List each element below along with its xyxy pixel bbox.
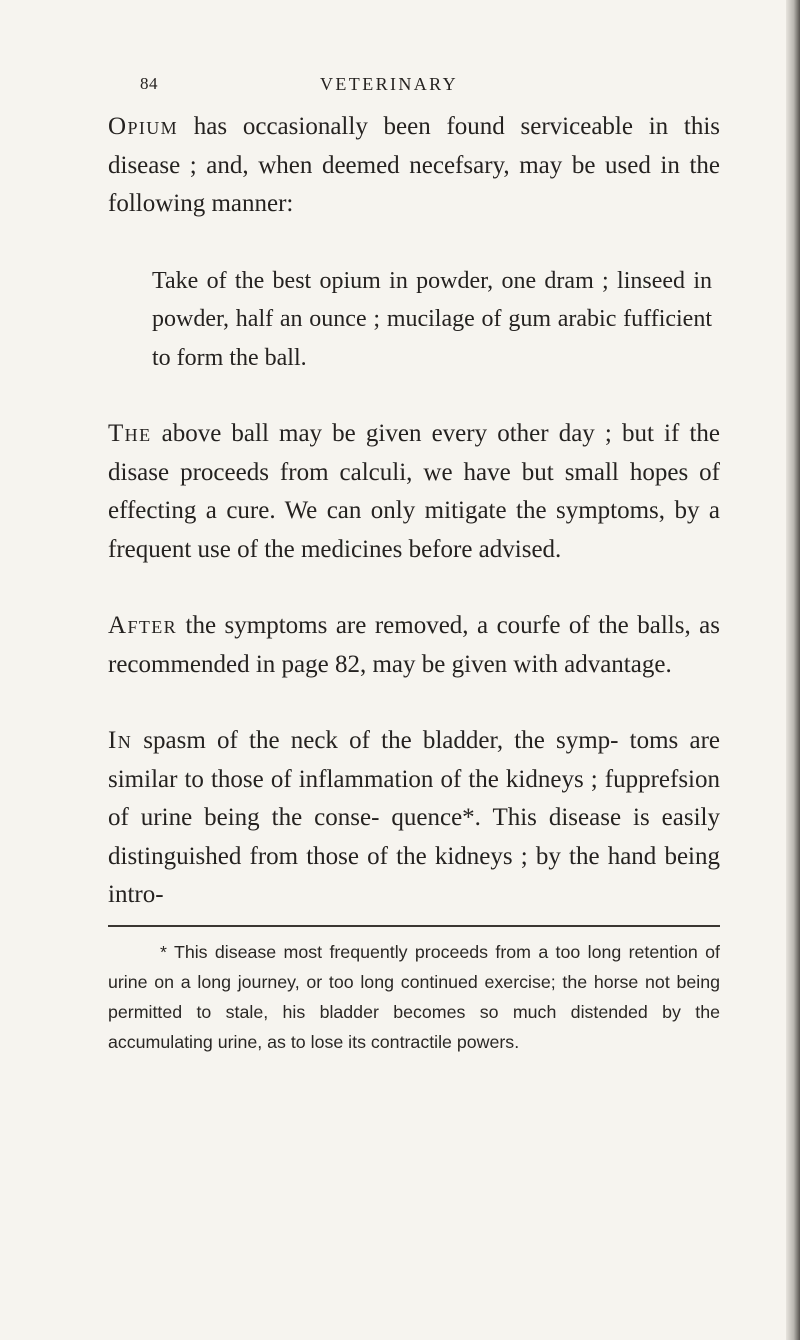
paragraph-spasm [108, 722, 720, 915]
page-header [140, 70, 780, 104]
recipe-text: Take of the best opium in powder, one dram ; linseed in powder, half an ounce ; mucilage of gum arabic fufficient to form the ball. [152, 267, 712, 371]
footnote: * This disease most frequently proceeds from a too long retention of urine on a long journey, or too long continued exercise; the horse not being permitted to stale, his bladder becomes so much distended by the accumulating urine, as to lose its contractile powers. [108, 942, 720, 1052]
paragraph-lead-word: The [108, 420, 152, 447]
paragraph-text: the symptoms are removed, a courfe of the balls, as recommended in page 82, may be given with advantage. [108, 612, 720, 678]
paragraph-text: spasm of the neck of the bladder, the symp- toms are similar to those of inflammation of the kidneys ; fupprefsion of urine being the conse- quence*. This disease is easily distinguished from those of the kidneys ; by the hand being intro- [108, 727, 720, 908]
running-head: VETERINARY [320, 74, 458, 94]
paragraph-recipe [152, 262, 712, 378]
page-edge-shadow [786, 0, 800, 1340]
paragraph-text: above ball may be given every other day ; but if the disase proceeds from calculi, we have but small hopes of effecting a cure. We can only mitigate the symptoms, by a frequent use of the medicines before advised. [108, 420, 720, 563]
paragraph-after-symptoms [108, 607, 720, 684]
paragraph-text: has occasionally been found serviceable in this disease ; and, when deemed necefsary, may be used in the following manner: [108, 113, 720, 217]
paragraph-ball-dosage [108, 415, 720, 569]
footnote-divider [108, 925, 720, 927]
paragraph-lead-word: Opium [108, 113, 179, 140]
paragraph-lead-word: In [108, 727, 133, 754]
main-text [108, 108, 720, 953]
paragraph-opium [108, 108, 720, 224]
paragraph-lead-word: After [108, 612, 178, 639]
page-number: 84 [140, 74, 158, 93]
